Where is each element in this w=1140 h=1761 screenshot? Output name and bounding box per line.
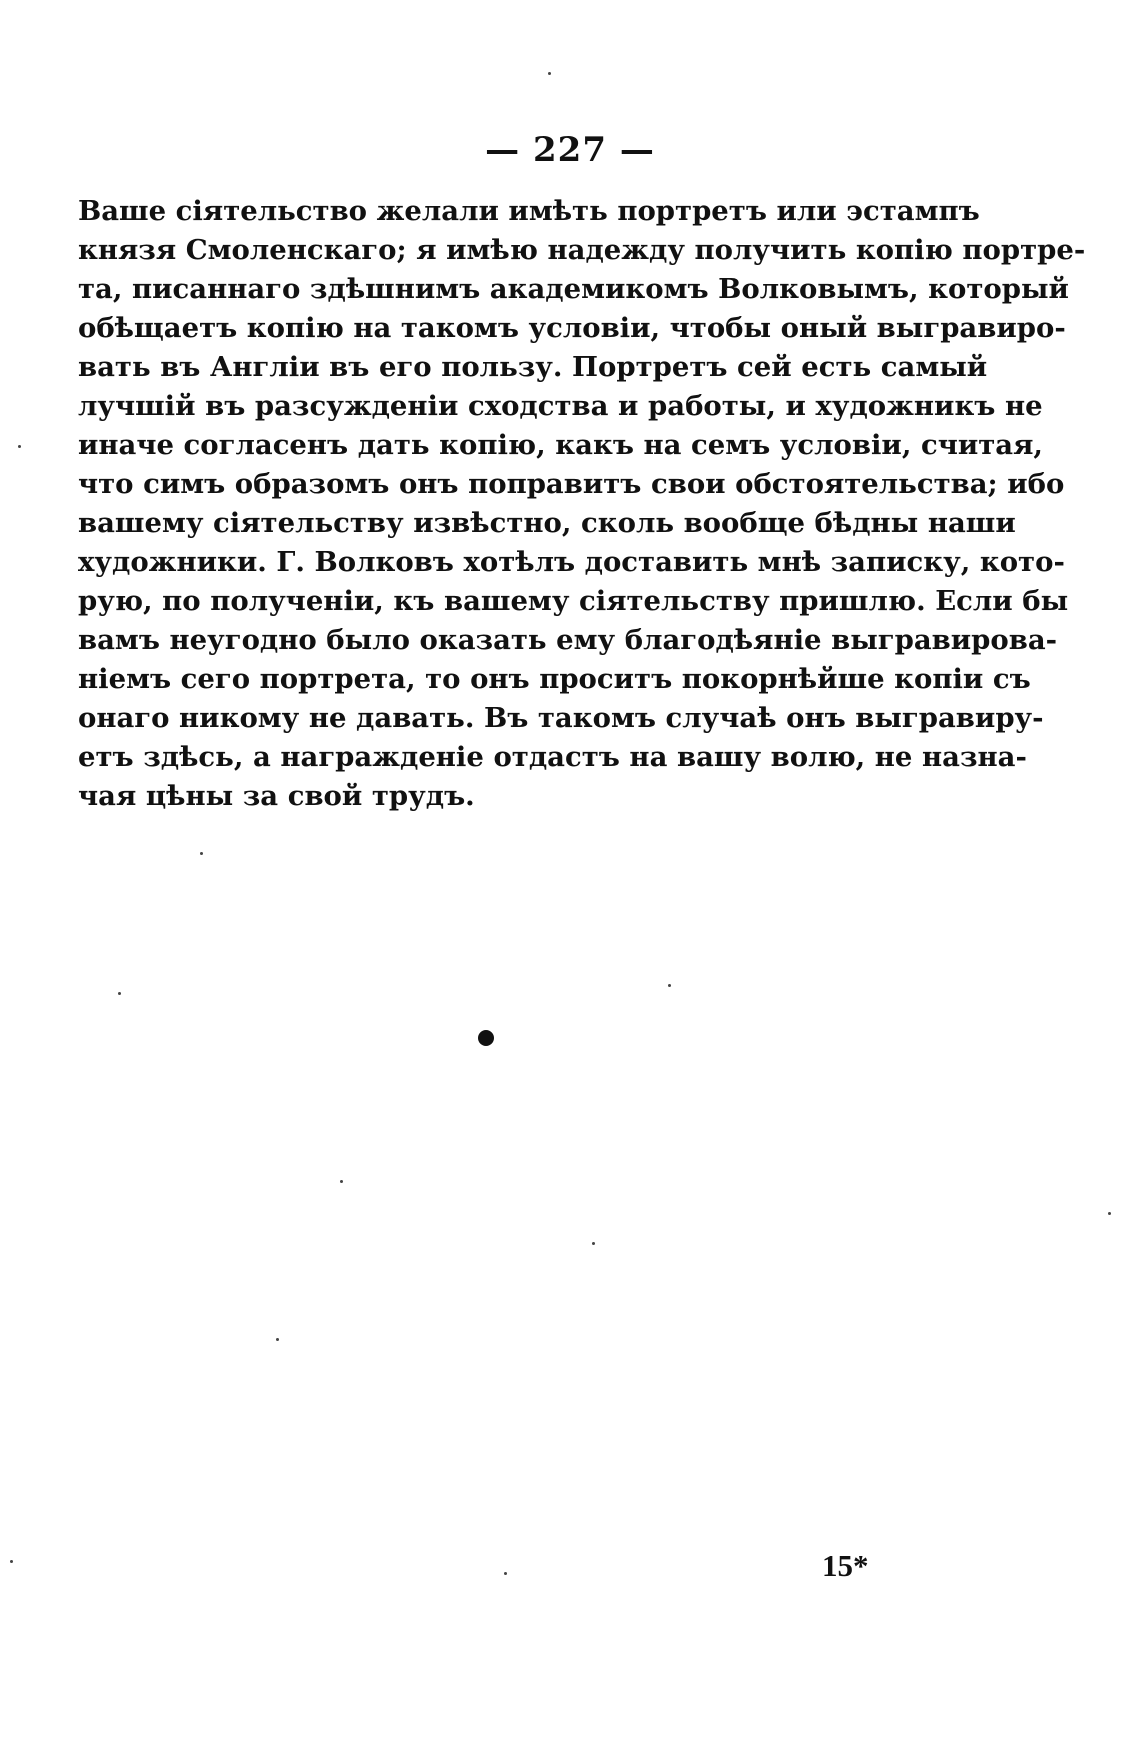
- text-line: етъ здѣсь, а награжденiе отдастъ на вашу волю, не назна-: [78, 741, 1027, 773]
- text-line: Ваше сiятельство желали имѣть портретъ или эстампъ: [78, 195, 980, 227]
- scan-speck: [668, 984, 671, 987]
- scan-speck: [200, 852, 203, 855]
- scan-speck: [548, 72, 551, 75]
- scan-speck: [10, 1560, 13, 1563]
- text-line: вашему сiятельству извѣстно, сколь вообще бѣдны наши: [78, 507, 1016, 539]
- text-line: нiемъ сего портрета, то онъ проситъ покорнѣйше копiи съ: [78, 663, 1031, 695]
- text-line: обѣщаетъ копiю на такомъ условiи, чтобы оный выгравиро-: [78, 312, 1066, 344]
- scan-speck: [340, 1180, 343, 1183]
- ink-dot: [478, 1030, 494, 1046]
- text-line: вамъ неугодно было оказать ему благодѣянiе выгравирова-: [78, 624, 1058, 656]
- text-line-last: чая цѣны за свой трудъ.: [78, 780, 475, 812]
- scan-speck: [1108, 1212, 1111, 1215]
- scan-speck: [18, 445, 21, 448]
- text-line: рую, по полученiи, къ вашему сiятельству пришлю. Если бы: [78, 585, 1069, 617]
- text-line: художники. Г. Волковъ хотѣлъ доставить мнѣ записку, кото-: [78, 546, 1065, 578]
- scan-speck: [592, 1242, 595, 1245]
- scan-speck: [276, 1338, 279, 1341]
- text-line: та, писаннаго здѣшнимъ академикомъ Волковымъ, который: [78, 273, 1069, 305]
- text-line: князя Смоленскаго; я имѣю надежду получить копiю портре-: [78, 234, 1086, 266]
- text-line: вать въ Англiи въ его пользу. Портретъ сей есть самый: [78, 351, 988, 383]
- scan-speck: [504, 1572, 507, 1575]
- letter-paragraph: [78, 192, 1086, 816]
- text-line: что симъ образомъ онъ поправитъ свои обстоятельства; ибо: [78, 468, 1065, 500]
- signature-mark: 15*: [822, 1548, 869, 1583]
- scan-speck: [118, 992, 121, 995]
- text-line: лучшiй въ разсужденiи сходства и работы, и художникъ не: [78, 390, 1043, 422]
- page-number: — 227 —: [485, 130, 655, 170]
- text-line: иначе согласенъ дать копiю, какъ на семъ условiи, считая,: [78, 429, 1043, 461]
- text-line: онаго никому не давать. Въ такомъ случаѣ онъ выгравиру-: [78, 702, 1044, 734]
